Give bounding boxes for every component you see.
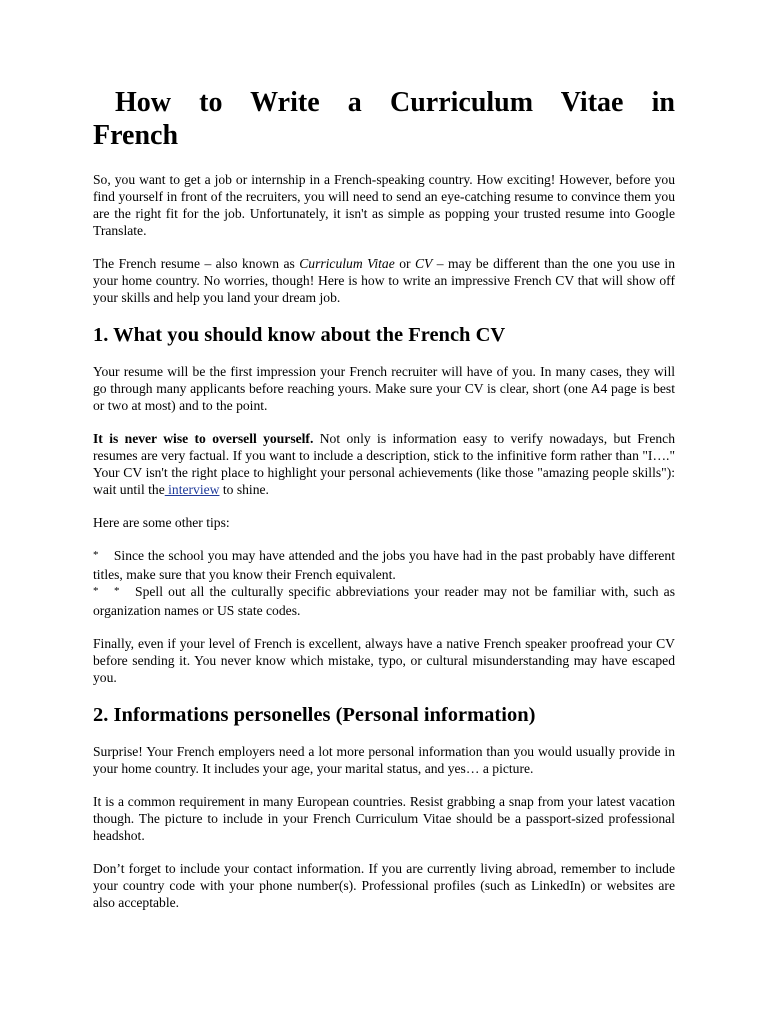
section-2-paragraph-1: Surprise! Your French employers need a lot more personal information than you would usually provide in your home country. It includes your age, your marital status, and yes… a picture. bbox=[93, 744, 675, 776]
list-item bbox=[93, 583, 675, 619]
cv-term: CV bbox=[414, 256, 433, 271]
section-1-paragraph-2 bbox=[93, 430, 675, 498]
section-1-paragraph-2-text-a: Not only is information easy to verify nowadays, but French resumes are very factual. If you want to include a description, stick to the infinitive form rather than "I…." Your CV isn't the right place to highlight your personal achievements (like those "amazing people skills"): wait until the bbox=[93, 431, 675, 497]
intro-paragraph-1: So, you want to get a job or internship in a French-speaking country. How exciting! However, before you find yourself in front of the recruiters, you will need to send an eye-catching resume to convince them you are the right fit for the job. Unfortunately, it isn't as simple as popping your trusted resume into Google Translate. bbox=[93, 172, 675, 238]
intro-text-or: or bbox=[394, 256, 415, 271]
document-body bbox=[93, 86, 675, 927]
intro-paragraph-2 bbox=[93, 255, 675, 306]
section-1-paragraph-2-text-b: to shine. bbox=[219, 482, 269, 497]
bullet-star-icon: * bbox=[114, 585, 120, 597]
document-title: How to Write a Curriculum Vitae in French bbox=[93, 87, 675, 151]
section-2-paragraph-2: It is a common requirement in many European countries. Resist grabbing a snap from your latest vacation though. The picture to include in your French Curriculum Vitae should be a passport-sized professional headshot. bbox=[93, 794, 675, 843]
list-item-text: Since the school you may have attended and the jobs you have had in the past probably have different titles, make sure that you know their French equivalent. bbox=[93, 548, 676, 582]
tips-list bbox=[93, 547, 675, 619]
section-1-paragraph-3: Finally, even if your level of French is excellent, always have a native French speaker proofread your CV before sending it. You never know which mistake, typo, or cultural misunderstanding may have escaped you. bbox=[93, 636, 675, 685]
tips-intro: Here are some other tips: bbox=[93, 515, 230, 530]
section-2-paragraph-3: Don’t forget to include your contact information. If you are currently living abroad, remember to include your country code with your phone number(s). Professional profiles (such as LinkedIn) or websites are also acceptable. bbox=[93, 861, 675, 910]
interview-link[interactable]: interview bbox=[164, 482, 220, 497]
list-item-text: Spell out all the culturally specific abbreviations your reader may not be familiar with, such as organization names or US state codes. bbox=[93, 584, 675, 618]
section-1-paragraph-1: Your resume will be the first impression your French recruiter will have of you. In many cases, they will go through many applicants before reaching yours. Make sure your CV is clear, short (one A4 page is best or two at most) and to the point. bbox=[93, 364, 675, 413]
curriculum-vitae-term: Curriculum Vitae bbox=[299, 256, 395, 271]
bullet-star-icon: * bbox=[93, 585, 99, 597]
intro-text-a: The French resume – also known as bbox=[93, 256, 300, 271]
section-1-heading: 1. What you should know about the French CV bbox=[93, 324, 506, 346]
oversell-emphasis: It is never wise to oversell yourself. bbox=[93, 431, 314, 446]
bullet-star-icon: * bbox=[93, 549, 99, 561]
intro-text-b: – may be different than the one you use in your home country. No worries, though! Here is how to write an impressive French CV that will show off your skills and help you land your dream job. bbox=[93, 256, 675, 305]
section-2-heading: 2. Informations personelles (Personal information) bbox=[93, 704, 536, 726]
list-item bbox=[93, 547, 675, 583]
